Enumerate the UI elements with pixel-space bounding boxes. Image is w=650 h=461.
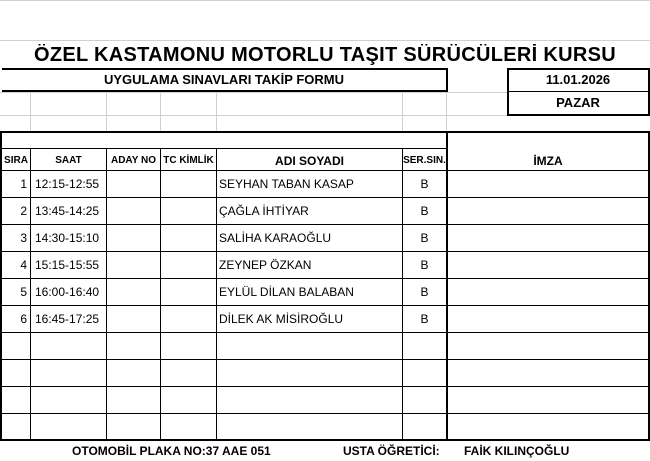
instructor-name: FAİK KILINÇOĞLU bbox=[464, 444, 570, 458]
row-no: 1 bbox=[20, 177, 27, 191]
col-header-time: SAAT bbox=[55, 155, 82, 166]
row-time: 16:45-17:25 bbox=[35, 312, 100, 326]
row-name: SALİHA KARAOĞLU bbox=[219, 231, 332, 245]
col-header-series: SER.SIN. bbox=[403, 155, 446, 166]
row-no: 2 bbox=[20, 204, 27, 218]
form-title: ÖZEL KASTAMONU MOTORLU TAŞIT SÜRÜCÜLERİ KURSU bbox=[33, 44, 616, 66]
row-time: 14:30-15:10 bbox=[35, 231, 100, 245]
row-series: B bbox=[420, 312, 429, 326]
row-time: 15:15-15:55 bbox=[35, 258, 100, 272]
row-series: B bbox=[420, 258, 429, 272]
row-name: ZEYNEP ÖZKAN bbox=[219, 258, 312, 272]
row-time: 12:15-12:55 bbox=[35, 177, 100, 191]
instructor-label: USTA ÖĞRETİCİ: bbox=[343, 444, 440, 458]
row-name: SEYHAN TABAN KASAP bbox=[219, 177, 354, 191]
row-series: B bbox=[420, 204, 429, 218]
form-subtitle: UYGULAMA SINAVLARI TAKİP FORMU bbox=[103, 72, 344, 87]
row-no: 3 bbox=[20, 231, 27, 245]
form-day: PAZAR bbox=[556, 95, 600, 110]
row-series: B bbox=[420, 231, 429, 245]
row-series: B bbox=[420, 177, 429, 191]
row-name: EYLÜL DİLAN BALABAN bbox=[219, 285, 354, 299]
row-time: 13:45-14:25 bbox=[35, 204, 100, 218]
row-time: 16:00-16:40 bbox=[35, 285, 100, 299]
col-header-no: SIRA bbox=[4, 155, 28, 166]
col-header-tc: TC KİMLİK bbox=[163, 155, 214, 166]
vehicle-plate: OTOMOBİL PLAKA NO:37 AAE 051 bbox=[72, 444, 271, 458]
col-header-signature: İMZA bbox=[533, 154, 563, 168]
col-header-name: ADI SOYADI bbox=[275, 154, 344, 168]
row-no: 4 bbox=[20, 258, 27, 272]
row-no: 6 bbox=[20, 312, 27, 326]
row-name: DİLEK AK MİSİROĞLU bbox=[219, 312, 344, 326]
row-series: B bbox=[420, 285, 429, 299]
col-header-candidate-no: ADAY NO bbox=[110, 155, 156, 166]
row-name: ÇAĞLA İHTİYAR bbox=[219, 204, 309, 218]
row-no: 5 bbox=[20, 285, 27, 299]
form-date: 11.01.2026 bbox=[545, 72, 611, 87]
